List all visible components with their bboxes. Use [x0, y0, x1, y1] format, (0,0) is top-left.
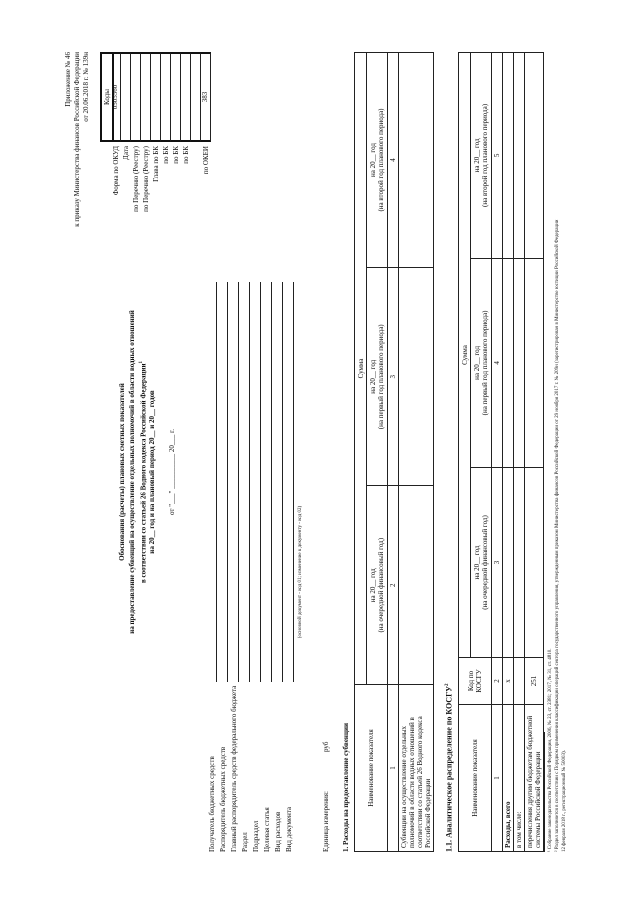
field-label: Целевая статья [263, 807, 271, 852]
codes-row-value: 0505560 [111, 52, 121, 142]
s1-num-2: 2 [388, 486, 399, 685]
codes-row-label: по БК [172, 146, 180, 164]
s11-col-year-3: на 20__ год (на второй год планового периода) [471, 53, 492, 259]
footnote-2: ² Раздел заполняется в соответствии с Порядком применения классификации операций сектора государственного управления, утвержденным приказом Министерства финансов Российской Федерации от 29 ноября 2017 г. № 209н (зарегистрирован в Министерстве юстиции Российской Федерации [555, 219, 560, 852]
codes-row-label: по Перечню (Реестру) [142, 146, 150, 212]
appendix-line-1: Приложение № 46 [64, 52, 72, 107]
field-label: Распорядитель бюджетных средств [219, 746, 227, 852]
codes-row-value: 383 [201, 52, 211, 142]
field-underline [216, 282, 217, 682]
s1-num-3: 3 [388, 268, 399, 486]
codes-row-value [161, 52, 171, 142]
s11-col-code: Код по КОСГУ [459, 658, 492, 705]
section-1-table [354, 52, 434, 852]
title-line-4: на 20__ год и на плановый период 20__ и 20__ годов [148, 390, 156, 554]
section-11-table [458, 52, 544, 852]
field-underline [238, 282, 239, 682]
section-11-title: 1.1. Аналитическое распределение по КОСГУ$^2$ [444, 683, 454, 852]
field-label: Вид расходов [274, 811, 282, 852]
codes-row-label: Форма по ОКУД [112, 146, 120, 196]
codes-row-label: по БК [162, 146, 170, 164]
title-line-3: в соответствии со статьей 26 Водного кодекса Российской Федерации$^1$ [139, 361, 148, 583]
s11-num-4: 4 [492, 258, 503, 467]
codes-row-value [191, 52, 201, 142]
codes-header: Коды [101, 53, 113, 141]
codes-row-label: по Перечню (Реестру) [132, 146, 140, 212]
field-underline [282, 282, 283, 682]
codes-row-value [151, 52, 161, 142]
s1-row-name: Субвенции на осуществление отдельных полномочий в области водных отношений в соответствии со статьей 26 Водного кодекса Российской Федерации [399, 685, 434, 852]
footnote-1: ¹ Собрание законодательства Российской Федерации, 2006, № 23, ст. 2381; 2017, № 31, ст. 4810. [548, 648, 553, 852]
s11-col-sum: Сумма [459, 53, 471, 658]
s11-row-incl-name: в том числе: [514, 705, 525, 852]
appendix-line-3: от 20.06.2018 г. № 139н [82, 52, 90, 122]
s11-cell [525, 467, 544, 657]
s11-cell [514, 467, 525, 657]
s11-cell [503, 53, 514, 259]
s1-row-val-3 [399, 53, 434, 268]
date-line: от "___" __________ 20___ г. [168, 429, 176, 516]
unit-value: руб [322, 741, 330, 752]
s11-col-year-2: на 20__ год (на первый год планового периода) [471, 258, 492, 467]
s11-row-total-code: x [503, 658, 514, 705]
appendix-line-2: к приказу Министерства финансов Российской Федерации [73, 52, 81, 227]
s1-col-name: Наименование показателя [355, 685, 388, 852]
s11-num-5: 5 [492, 53, 503, 259]
codes-row-label: по ОКЕИ [202, 146, 210, 175]
s11-cell [514, 258, 525, 467]
field-underline [271, 282, 272, 682]
s11-num-1: 1 [492, 705, 503, 852]
s11-cell [525, 53, 544, 259]
s11-cell [503, 467, 514, 657]
s1-row-val-1 [399, 486, 434, 685]
s11-col-name: Наименование показателя [459, 705, 492, 852]
codes-row-label: Дата [122, 146, 130, 160]
codes-row-label: по БК [182, 146, 190, 164]
s1-num-1: 1 [388, 685, 399, 852]
title-line-1: Обоснования (расчеты) плановых сметных показателей [118, 383, 126, 561]
field-label: Вид документа [285, 806, 293, 852]
field-label: Подраздел [252, 820, 260, 852]
s1-col-year-2: на 20__ год (на первый год планового периода) [367, 268, 388, 486]
footnote-3: 12 февраля 2018 г., регистрационный № 50003). [562, 750, 567, 852]
codes-row-value [141, 52, 151, 142]
footnote-divider [544, 732, 545, 852]
rotated-form-sheet [60, 32, 580, 872]
s11-col-year-1: на 20__ год (на очередной финансовый год) [471, 467, 492, 657]
s11-row-transfer-name: перечисления другим бюджетам бюджетной системы Российской Федерации [525, 705, 544, 852]
s11-cell [514, 53, 525, 259]
document-type-hint: (основной документ - код 01; изменение к документу - код 02) [298, 505, 303, 639]
s11-cell [503, 258, 514, 467]
title-line-2: на предоставление субвенций на осуществление отдельных полномочий в области водных отношений [128, 310, 136, 634]
unit-label: Единица измерения: [322, 791, 330, 852]
s1-col-sum: Сумма [355, 53, 367, 685]
s1-col-year-1: на 20__ год (на очередной финансовый год) [367, 486, 388, 685]
s11-num-3: 3 [492, 467, 503, 657]
field-label: Раздел [241, 832, 249, 852]
s1-num-4: 4 [388, 53, 399, 268]
s11-num-2: 2 [492, 658, 503, 705]
codes-row-value [131, 52, 141, 142]
codes-row-value [181, 52, 191, 142]
codes-row-label: Глава по БК [152, 146, 160, 182]
codes-row-value [121, 52, 131, 142]
s11-cell [525, 258, 544, 467]
codes-row-value [171, 52, 181, 142]
s1-row-val-2 [399, 268, 434, 486]
field-label: Получатель бюджетных средств [208, 756, 216, 852]
s11-row-transfer-code: 251 [525, 658, 544, 705]
s11-row-incl-code [514, 658, 525, 705]
field-underline [227, 282, 228, 682]
s11-row-total-name: Расходы, всего [503, 705, 514, 852]
field-underline [293, 282, 294, 682]
section-1-title: 1. Расходы на предоставление субвенции [342, 722, 350, 852]
s1-col-year-3: на 20__ год (на второй год планового периода) [367, 53, 388, 268]
field-underline [249, 282, 250, 682]
field-underline [260, 282, 261, 682]
field-label: Главный распорядитель средств федерального бюджета [230, 685, 238, 852]
